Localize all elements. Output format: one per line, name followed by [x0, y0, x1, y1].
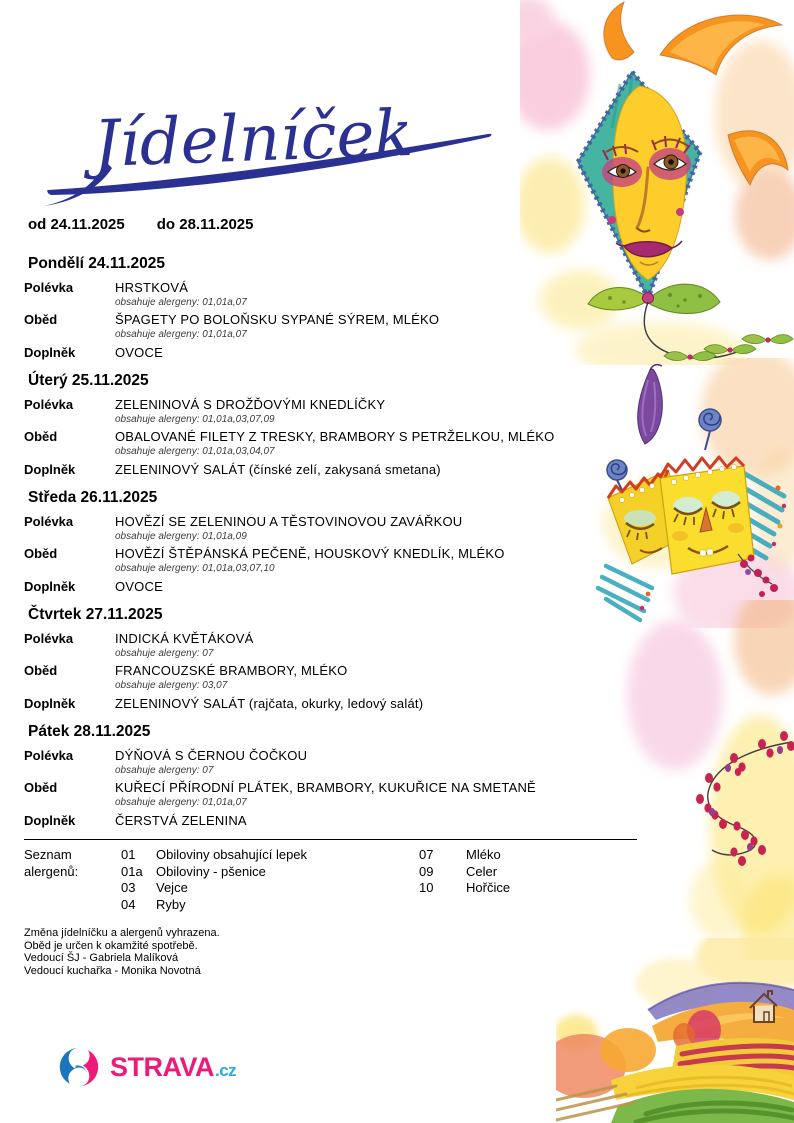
side-label: Doplněk: [24, 345, 76, 360]
date-period: [28, 216, 254, 233]
allergen-column-left: [121, 847, 419, 913]
day-block-friday: [24, 712, 642, 829]
soup-row: [24, 631, 642, 647]
soup-row: [24, 397, 642, 413]
strava-logo-wordmark: [110, 1052, 236, 1083]
lunch-allergens-note: obsahuje alergeny: 01,01a,03,07,10: [115, 563, 275, 574]
allergen-legend: [24, 847, 642, 913]
soup-label: Polévka: [24, 748, 74, 763]
logo-text: STRAVA: [110, 1051, 214, 1082]
footer-line: Změna jídelníčku a alergenů vyhrazena.: [24, 927, 220, 939]
string-bows: [664, 335, 793, 361]
day-title: Úterý 25.11.2025: [28, 372, 149, 389]
allergen-name: Obiloviny - pšenice: [156, 863, 266, 879]
day-block-wednesday: [24, 478, 642, 595]
divider-rule: [24, 839, 637, 840]
lunch-row: [24, 312, 642, 328]
allergen-name: Obiloviny obsahující lepek: [156, 847, 308, 862]
lunch-allergens-note: obsahuje alergeny: 03,07: [115, 680, 228, 691]
soup-name: ZELENINOVÁ S DROŽĎOVÝMI KNEDLÍČKY: [115, 397, 386, 412]
allergen-item: [419, 880, 642, 897]
allergen-item: [419, 864, 642, 881]
allergen-code: 07: [419, 847, 434, 862]
period-to: do 28.11.2025: [156, 216, 254, 233]
lunch-label: Oběd: [24, 780, 58, 795]
allergen-item: [419, 847, 642, 864]
footer-line: Vedoucí ŠJ - Gabriela Malíková: [24, 952, 179, 964]
soup-name: DÝŇOVÁ S ČERNOU ČOČKOU: [115, 748, 308, 763]
side-name: ZELENINOVÝ SALÁT (čínské zelí, zakysaná smetana): [115, 462, 441, 477]
soup-allergens-note: obsahuje alergeny: 01,01a,03,07,09: [115, 414, 275, 425]
side-row: [24, 462, 642, 478]
side-label: Doplněk: [24, 696, 76, 711]
lunch-name: HOVĚZÍ ŠTĚPÁNSKÁ PEČENĚ, HOUSKOVÝ KNEDLÍK, MLÉKO: [115, 546, 505, 561]
allergen-name: Hořčice: [466, 880, 511, 895]
footer-line: Oběd je určen k okamžité spotřebě.: [24, 939, 198, 952]
allergen-item: [121, 847, 419, 864]
orange-hair: [604, 2, 788, 185]
day-block-thursday: [24, 595, 642, 712]
allergen-code: 04: [121, 896, 136, 912]
lunch-name: OBALOVANÉ FILETY Z TRESKY, BRAMBORY S PETRŽELKOU, MLÉKO: [115, 429, 555, 444]
lunch-allergens-note: obsahuje alergeny: 01,01a,03,04,07: [115, 446, 275, 457]
period-from: od 24.11.2025: [28, 216, 125, 233]
watercolor-washes: [627, 600, 794, 960]
berry-string-illustration: [620, 600, 794, 960]
page-title: Jídelníček: [92, 96, 415, 182]
side-label: Doplněk: [24, 462, 76, 477]
day-block-tuesday: [24, 361, 642, 478]
soup-row: [24, 280, 642, 296]
side-label: Doplněk: [24, 579, 76, 594]
lunch-label: Oběd: [24, 546, 58, 561]
salmon-blob: [556, 1034, 626, 1098]
soup-row: [24, 748, 642, 764]
page-title-block: [36, 58, 506, 208]
allergen-name: Mléko: [466, 847, 501, 862]
lunch-row: [24, 663, 642, 679]
lunch-row: [24, 546, 642, 562]
mountain-ridge: [648, 983, 794, 1020]
day-title: Pondělí 24.11.2025: [28, 255, 166, 272]
yellow-field: [611, 1065, 794, 1101]
allergen-item: [121, 864, 419, 881]
lunch-allergens-note: obsahuje alergeny: 01,01a,07: [115, 329, 247, 340]
side-name: OVOCE: [115, 345, 163, 360]
red-tree: [687, 1010, 721, 1050]
allergen-name: Celer: [466, 863, 498, 879]
soup-name: INDICKÁ KVĚTÁKOVÁ: [115, 631, 254, 646]
lunch-allergens-note: obsahuje alergeny: 01,01a,07: [115, 797, 247, 808]
lunch-label: Oběd: [24, 312, 58, 327]
strava-logo: [56, 1044, 236, 1090]
berry-branch: [738, 554, 778, 597]
striped-field: [671, 1038, 794, 1078]
allergen-item: [121, 880, 419, 897]
soup-allergens-note: obsahuje alergeny: 01,01a,07: [115, 297, 247, 308]
menu-section: [24, 244, 642, 977]
side-name: OVOCE: [115, 579, 163, 594]
speckles: [640, 486, 786, 611]
day-title: Pátek 28.11.2025: [28, 723, 151, 740]
allergen-code: 03: [121, 880, 136, 895]
day-block-monday: [24, 244, 642, 361]
allergen-column-right: [419, 847, 642, 913]
lunch-label: Oběd: [24, 429, 58, 444]
day-title: Středa 26.11.2025: [28, 489, 158, 506]
string: [708, 742, 792, 855]
soup-name: HRSTKOVÁ: [115, 280, 189, 295]
side-name: ZELENINOVÝ SALÁT (rajčata, okurky, ledový salát): [115, 696, 424, 711]
soup-label: Polévka: [24, 280, 74, 295]
orange-hill: [652, 1002, 794, 1063]
soup-allergens-note: obsahuje alergeny: 07: [115, 648, 214, 659]
footer-notes: [24, 927, 642, 977]
footer-line: Vedoucí kuchařka - Monika Novotná: [24, 964, 201, 977]
side-name: ČERSTVÁ ZELENINA: [115, 813, 247, 828]
soup-label: Polévka: [24, 514, 74, 529]
house-doodle: [750, 991, 777, 1022]
side-row: [24, 579, 642, 595]
lunch-label: Oběd: [24, 663, 58, 678]
lunch-row: [24, 429, 642, 445]
allergen-code: 09: [419, 863, 434, 879]
soup-allergens-note: obsahuje alergeny: 07: [115, 765, 214, 776]
lunch-name: ŠPAGETY PO BOLOŇSKU SYPANÉ SÝREM, MLÉKO: [115, 312, 440, 327]
side-row: [24, 696, 642, 712]
allergen-legend-label: Seznam alergenů:: [24, 847, 79, 879]
tan-rows: [556, 1086, 636, 1120]
allergen-name: Vejce: [156, 880, 188, 895]
right-mask: [660, 457, 754, 574]
allergen-code: 01: [121, 847, 136, 862]
day-title: Čtvrtek 27.11.2025: [28, 606, 163, 623]
side-row: [24, 813, 642, 829]
lunch-name: KUŘECÍ PŘÍRODNÍ PLÁTEK, BRAMBORY, KUKUŘICE NA SMETANĚ: [115, 780, 536, 795]
soup-name: HOVĚZÍ SE ZELENINOU A TĚSTOVINOVOU ZAVÁŘKOU: [115, 514, 463, 529]
allergen-code: 01a: [121, 863, 143, 879]
side-label: Doplněk: [24, 813, 76, 828]
lunch-name: FRANCOUZSKÉ BRAMBORY, MLÉKO: [115, 663, 348, 678]
allergen-code: 10: [419, 880, 434, 895]
soup-allergens-note: obsahuje alergeny: 01,01a,09: [115, 531, 247, 542]
berry-clusters: [696, 731, 794, 866]
lunch-row: [24, 780, 642, 796]
soup-label: Polévka: [24, 631, 74, 646]
logo-suffix: .cz: [215, 1060, 237, 1080]
side-row: [24, 345, 642, 361]
allergen-name: Ryby: [156, 896, 186, 912]
soup-row: [24, 514, 642, 530]
strava-logo-mark-icon: [56, 1044, 102, 1090]
soup-label: Polévka: [24, 397, 74, 412]
green-foreground: [611, 1089, 794, 1123]
allergen-item: [121, 897, 419, 914]
